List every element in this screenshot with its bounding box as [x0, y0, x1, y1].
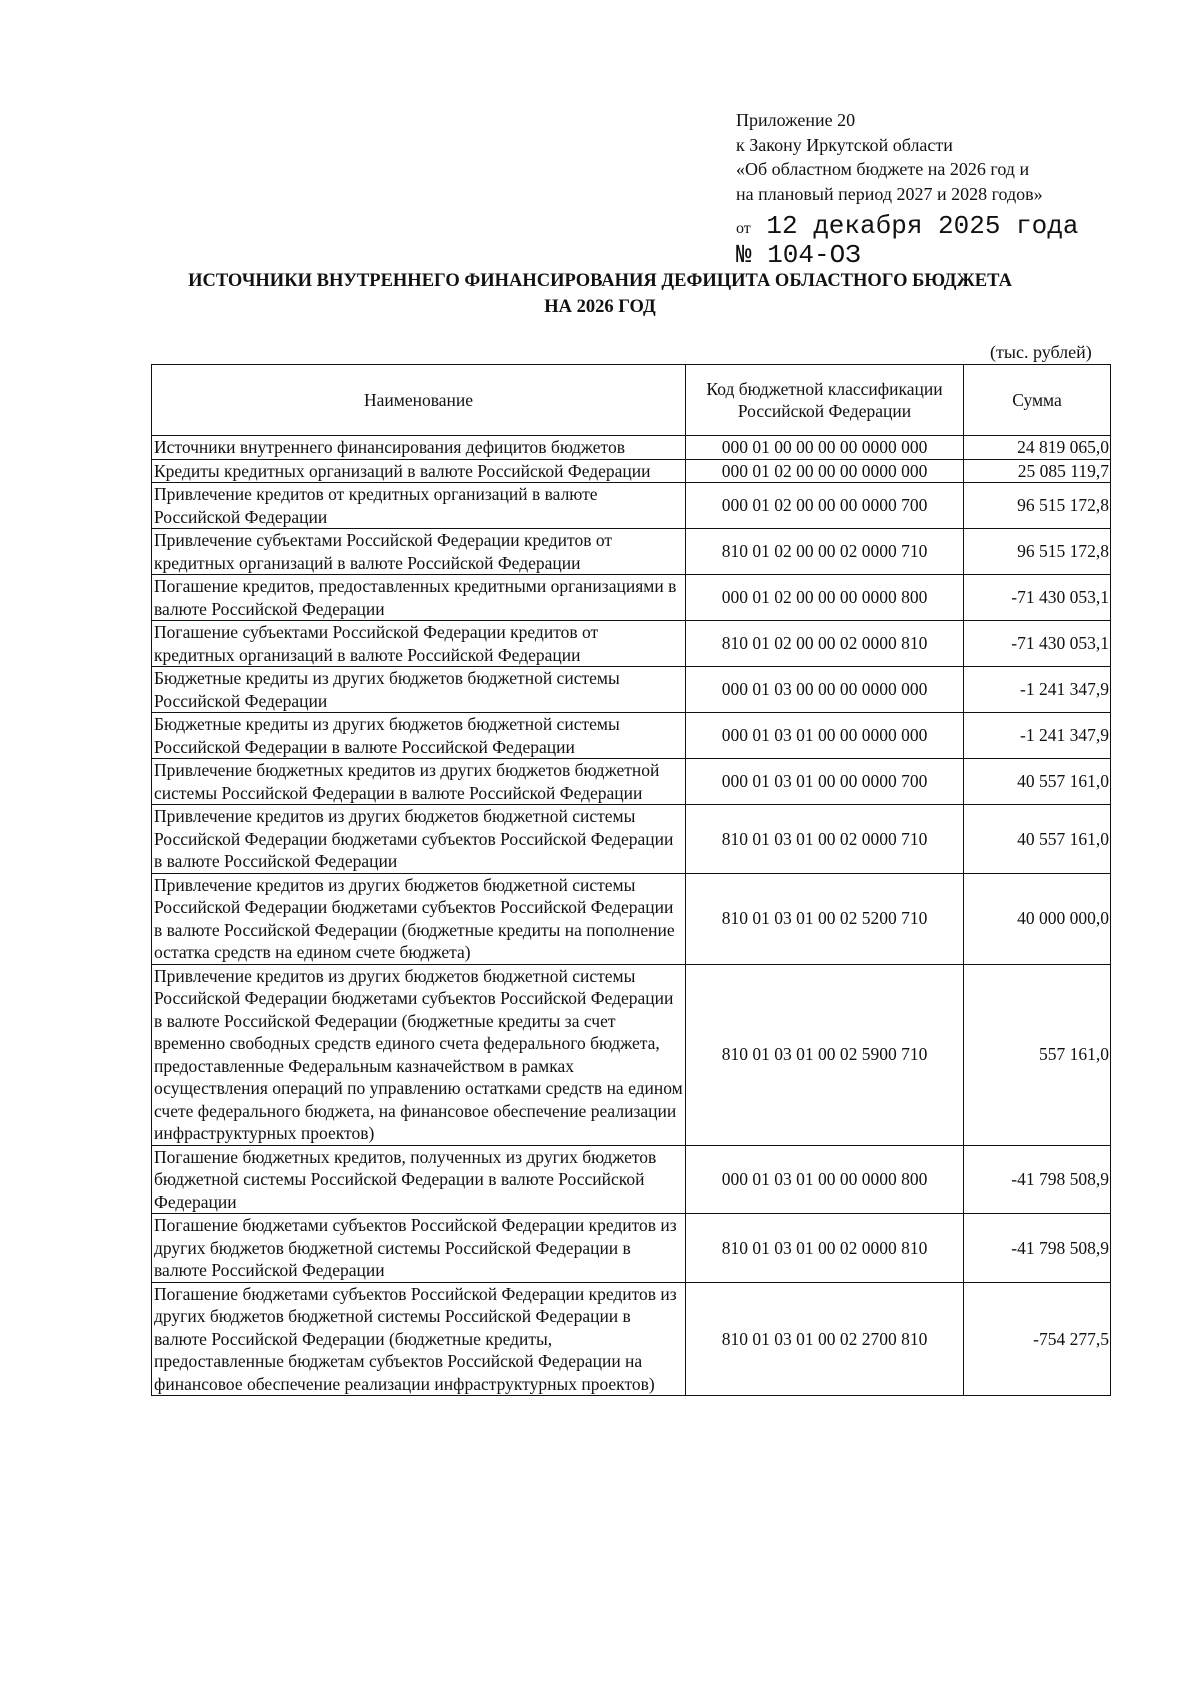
appendix-line: на плановый период 2027 и 2028 годов»	[736, 183, 1043, 204]
row-name: Привлечение бюджетных кредитов из других бюджетов бюджетной системы Российской Федерации в валюте Российской Федерации	[152, 759, 686, 805]
row-sum: -41 798 508,9	[964, 1214, 1111, 1283]
table-row	[152, 759, 1111, 805]
appendix-line: «Об областном бюджете на 2026 год и	[736, 159, 1030, 179]
appendix-line: Приложение 20	[736, 110, 856, 130]
row-sum: -71 430 053,1	[964, 621, 1111, 667]
row-sum: 40 557 161,0	[964, 805, 1111, 874]
row-name: Привлечение кредитов из других бюджетов бюджетной системы Российской Федерации бюджетами субъектов Российской Федерации в валюте Российской Федерации (бюджетные кредиты на пополнение остатка средств на едином счете бюджета)	[152, 873, 686, 964]
row-sum: -71 430 053,1	[964, 575, 1111, 621]
row-name: Привлечение кредитов от кредитных организаций в валюте Российской Федерации	[152, 483, 686, 529]
document-title	[150, 268, 1050, 320]
row-sum: 96 515 172,8	[964, 483, 1111, 529]
row-code: 000 01 00 00 00 00 0000 000	[686, 436, 964, 460]
row-code: 000 01 03 01 00 00 0000 000	[686, 713, 964, 759]
stamp-date: 12 декабря 2025 года	[766, 211, 1079, 241]
stamp-prefix: от	[736, 220, 751, 237]
row-code: 810 01 03 01 00 02 5200 710	[686, 873, 964, 964]
table-row	[152, 1214, 1111, 1283]
row-code: 810 01 03 01 00 02 0000 810	[686, 1214, 964, 1283]
law-date-stamp	[736, 213, 1078, 269]
row-code: 000 01 03 01 00 00 0000 800	[686, 1145, 964, 1214]
stamp-number: № 104-ОЗ	[736, 240, 861, 270]
row-sum: 25 085 119,7	[964, 459, 1111, 483]
row-name: Привлечение кредитов из других бюджетов бюджетной системы Российской Федерации бюджетами субъектов Российской Федерации в валюте Российской Федерации	[152, 805, 686, 874]
table-row	[152, 575, 1111, 621]
row-name: Погашение субъектами Российской Федерации кредитов от кредитных организаций в валюте Российской Федерации	[152, 621, 686, 667]
table-row	[152, 805, 1111, 874]
row-code: 810 01 03 01 00 02 0000 710	[686, 805, 964, 874]
title-line: ИСТОЧНИКИ ВНУТРЕННЕГО ФИНАНСИРОВАНИЯ ДЕФИЦИТА ОБЛАСТНОГО БЮДЖЕТА	[188, 271, 1012, 291]
table-row	[152, 529, 1111, 575]
row-code: 810 01 02 00 00 02 0000 810	[686, 621, 964, 667]
table-row	[152, 964, 1111, 1145]
table-row	[152, 436, 1111, 460]
appendix-line: к Закону Иркутской области	[736, 134, 953, 155]
row-sum: 40 000 000,0	[964, 873, 1111, 964]
table-row	[152, 667, 1111, 713]
row-name: Погашение бюджетами субъектов Российской Федерации кредитов из других бюджетов бюджетной системы Российской Федерации в валюте Российской Федерации	[152, 1214, 686, 1283]
row-name: Погашение бюджетных кредитов, полученных из других бюджетов бюджетной системы Российской Федерации в валюте Российской Федерации	[152, 1145, 686, 1214]
table-row	[152, 483, 1111, 529]
column-header-code: Код бюджетной классификации Российской Федерации	[686, 365, 964, 436]
row-name: Кредиты кредитных организаций в валюте Российской Федерации	[152, 459, 686, 483]
row-code: 810 01 03 01 00 02 2700 810	[686, 1282, 964, 1396]
row-sum: 557 161,0	[964, 964, 1111, 1145]
row-name: Источники внутреннего финансирования дефицитов бюджетов	[152, 436, 686, 460]
table-row	[152, 459, 1111, 483]
table-header-row	[152, 365, 1111, 436]
row-sum: 96 515 172,8	[964, 529, 1111, 575]
table-row	[152, 621, 1111, 667]
appendix-note	[736, 108, 1043, 206]
row-sum: -1 241 347,9	[964, 713, 1111, 759]
row-code: 810 01 02 00 00 02 0000 710	[686, 529, 964, 575]
row-code: 000 01 03 00 00 00 0000 000	[686, 667, 964, 713]
row-code: 000 01 02 00 00 00 0000 800	[686, 575, 964, 621]
table-row	[152, 873, 1111, 964]
row-sum: -41 798 508,9	[964, 1145, 1111, 1214]
row-sum: -1 241 347,9	[964, 667, 1111, 713]
row-code: 000 01 02 00 00 00 0000 700	[686, 483, 964, 529]
title-line: НА 2026 ГОД	[544, 297, 656, 317]
units-label: (тыс. рублей)	[990, 342, 1092, 362]
row-sum: -754 277,5	[964, 1282, 1111, 1396]
row-name: Погашение кредитов, предоставленных кредитными организациями в валюте Российской Федерации	[152, 575, 686, 621]
table-row	[152, 1282, 1111, 1396]
row-name: Погашение бюджетами субъектов Российской Федерации кредитов из других бюджетов бюджетной системы Российской Федерации в валюте Российской Федерации (бюджетные кредиты, предоставленные бюджетам субъектов Российской Федерации на финансовое обеспечение реализации инфраструктурных проектов)	[152, 1282, 686, 1396]
column-header-name: Наименование	[152, 365, 686, 436]
row-code: 000 01 03 01 00 00 0000 700	[686, 759, 964, 805]
row-name: Бюджетные кредиты из других бюджетов бюджетной системы Российской Федерации в валюте Российской Федерации	[152, 713, 686, 759]
row-sum: 24 819 065,0	[964, 436, 1111, 460]
table-row	[152, 1145, 1111, 1214]
column-header-sum: Сумма	[964, 365, 1111, 436]
financing-sources-table	[151, 364, 1111, 1396]
row-name: Бюджетные кредиты из других бюджетов бюджетной системы Российской Федерации	[152, 667, 686, 713]
table-row	[152, 713, 1111, 759]
row-code: 810 01 03 01 00 02 5900 710	[686, 964, 964, 1145]
row-code: 000 01 02 00 00 00 0000 000	[686, 459, 964, 483]
row-name: Привлечение кредитов из других бюджетов бюджетной системы Российской Федерации бюджетами субъектов Российской Федерации в валюте Российской Федерации (бюджетные кредиты за счет временно свободных средств единого счета федерального бюджета, предоставленные Федеральным казначейством в рамках осуществления операций по управлению остатками средств на едином счете федерального бюджета, на финансовое обеспечение реализации инфраструктурных проектов)	[152, 964, 686, 1145]
row-sum: 40 557 161,0	[964, 759, 1111, 805]
row-name: Привлечение субъектами Российской Федерации кредитов от кредитных организаций в валюте Российской Федерации	[152, 529, 686, 575]
